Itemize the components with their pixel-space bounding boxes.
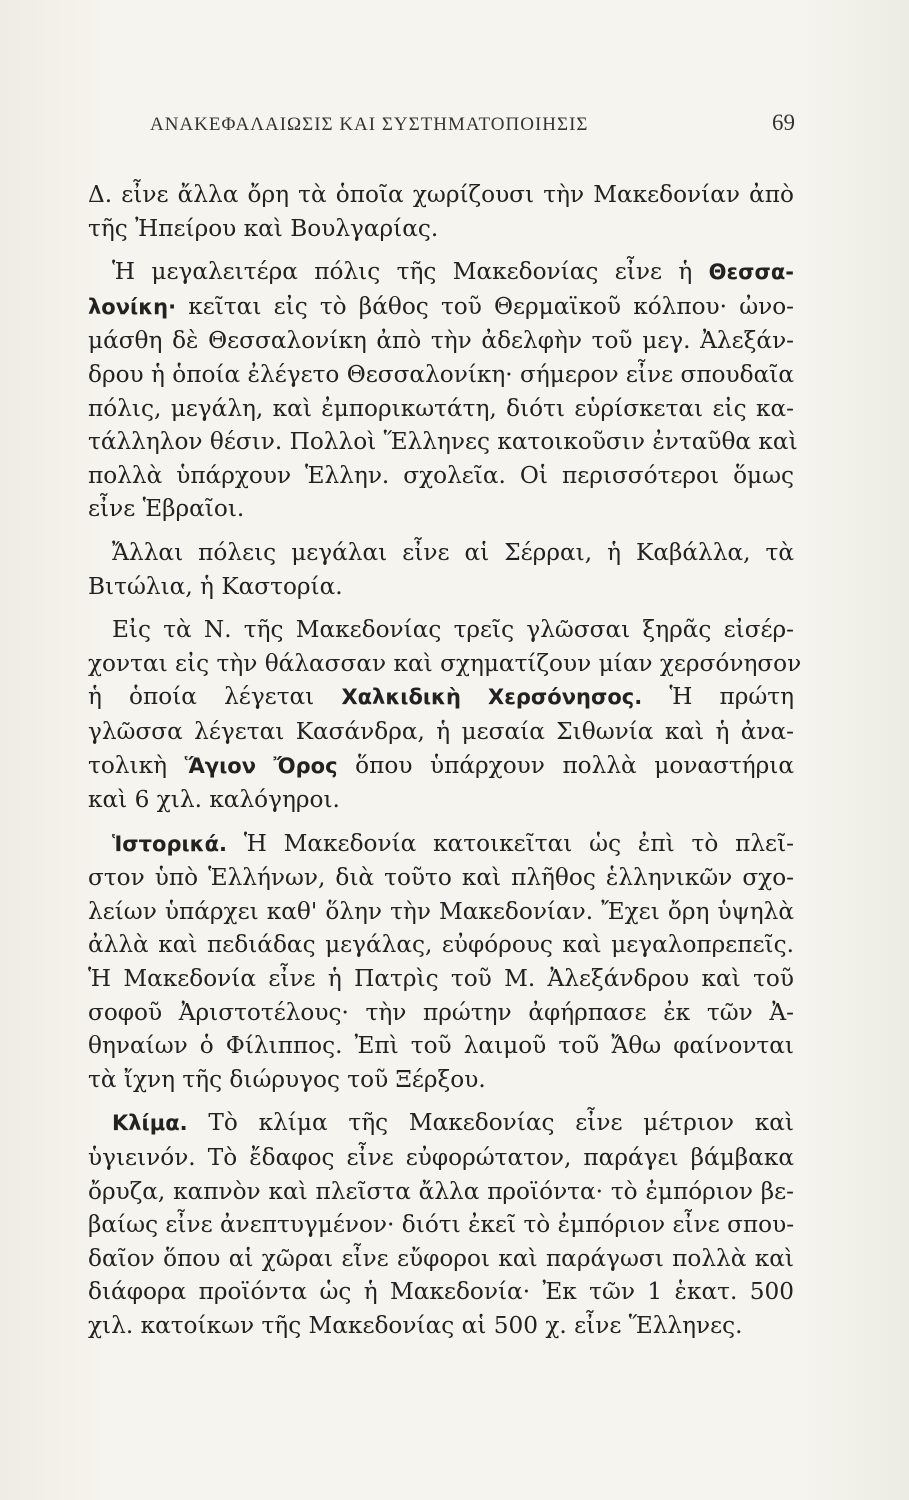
- text-line: δαῖον ὅπου αἱ χῶραι εἶνε εὔφοροι καὶ παράγωσι πολλὰ καὶ: [88, 1244, 794, 1272]
- text-line: [88, 827, 794, 862]
- text-line: πόλις, μεγάλη, καὶ ἐμπορικωτάτη, διότι εὑρίσκεται εἰς κα-: [88, 394, 794, 422]
- text-line: δρου ἡ ὁποία ἐλέγετο Θεσσαλονίκη· σήμερον εἶνε σπουδαῖα: [88, 360, 794, 388]
- text-line: [88, 1106, 794, 1141]
- text-line: Βιτώλια, ἡ Καστορία.: [88, 572, 343, 600]
- body-text: [88, 178, 802, 1343]
- text-line: χιλ. κατοίκων τῆς Μακεδονίας αἱ 500 χ. εἶνε Ἕλληνες.: [88, 1312, 743, 1339]
- text-run: κεῖται εἰς τὸ βάθος τοῦ Θερμαϊκοῦ κόλπου· ὠνο-: [176, 292, 794, 320]
- text-line: μάσθη δὲ Θεσσαλονίκη ἀπὸ τὴν ἀδελφὴν τοῦ μεγ. Ἀλεξάν-: [88, 327, 794, 355]
- text-line: [88, 749, 794, 784]
- bold-term: Χαλκιδικὴ Χερσόνησος.: [341, 685, 643, 710]
- text-run: ἡ ὁποία λέγεται: [88, 683, 342, 711]
- text-line: λείων ὑπάρχει καθ' ὅλην τὴν Μακεδονίαν. Ἔχει ὄρη ὑψηλὰ: [88, 897, 794, 925]
- bold-term: λονίκη·: [88, 294, 177, 319]
- text-line: διάφορα προϊόντα ὡς ἡ Μακεδονία· Ἐκ τῶν 1 ἑκατ. 500: [88, 1278, 794, 1306]
- text-line: χονται εἰς τὴν θάλασσαν καὶ σχηματίζουν μίαν χερσόνησον: [88, 649, 802, 677]
- section-heading: Κλίμα.: [112, 1111, 188, 1136]
- text-line: ὄρυζα, καπνὸν καὶ πλεῖστα ἄλλα προϊόντα· τὸ ἐμπόριον βε-: [88, 1177, 794, 1205]
- paragraph-borders: [88, 178, 794, 245]
- text-run: ὅπου ὑπάρχουν πολλὰ μοναστήρια: [337, 751, 794, 779]
- text-line: Εἰς τὰ Ν. τῆς Μακεδονίας τρεῖς γλῶσσαι ξηρᾶς εἰσέρ-: [112, 616, 794, 644]
- text-line: Ἡ Μακεδονία εἶνε ἡ Πατρὶς τοῦ Μ. Ἀλεξάνδρου καὶ τοῦ: [88, 965, 794, 993]
- text-line: τάλληλον θέσιν. Πολλοὶ Ἕλληνες κατοικοῦσιν ἐνταῦθα καὶ: [88, 428, 798, 456]
- text-line: Ἄλλαι πόλεις μεγάλαι εἶνε αἱ Σέρραι, ἡ Καβάλλα, τὰ: [112, 538, 794, 566]
- text-line: βαίως εἶνε ἀνεπτυγμένον· διότι ἐκεῖ τὸ ἐμπόριον εἶνε σπου-: [88, 1211, 795, 1239]
- page-number: 69: [772, 110, 795, 135]
- text-line: [88, 680, 794, 715]
- paragraph-climate: [88, 1106, 794, 1342]
- text-line: πολλὰ ὑπάρχουν Ἑλλην. σχολεῖα. Οἱ περισσότεροι ὅμως: [88, 461, 794, 489]
- text-run: τολικὴ: [88, 751, 185, 779]
- text-run: Ἡ πρώτη: [642, 683, 795, 711]
- text-line: στον ὑπὸ Ἑλλήνων, διὰ τοῦτο καὶ πλῆθος ἑλληνικῶν σχο-: [88, 864, 794, 892]
- text-line: καὶ 6 χιλ. καλόγηροι.: [88, 786, 340, 814]
- text-run: Τὸ κλίμα τῆς Μακεδονίας εἶνε μέτριον καὶ: [187, 1109, 794, 1137]
- text-line: τὰ ἴχνη τῆς διώρυγος τοῦ Ξέρξου.: [88, 1065, 486, 1093]
- text-run: Ἡ Μακεδονία κατοικεῖται ὡς ἐπὶ τὸ πλεῖ-: [227, 829, 794, 857]
- paragraph-thessaloniki: [88, 255, 798, 526]
- text-line: γλῶσσα λέγεται Κασάνδρα, ἡ μεσαία Σιθωνία καὶ ἡ ἀνα-: [88, 717, 794, 745]
- running-header: [150, 110, 795, 136]
- text-run: Ἡ μεγαλειτέρα πόλις τῆς Μακεδονίας εἶνε ἡ: [112, 258, 709, 286]
- bold-term: Ἅγιον Ὄρος: [184, 753, 338, 778]
- text-line: Δ. εἶνε ἄλλα ὄρη τὰ ὁποῖα χωρίζουσι τὴν Μακεδονίαν ἀπὸ: [88, 181, 794, 208]
- paragraph-chalkidiki: [88, 613, 802, 817]
- text-line: θηναίων ὁ Φίλιππος. Ἐπὶ τοῦ λαιμοῦ τοῦ Ἄθω φαίνονται: [88, 1032, 794, 1060]
- text-line: εἶνε Ἑβραῖοι.: [88, 495, 245, 523]
- text-line: [88, 290, 794, 325]
- bold-term: Θεσσα-: [708, 260, 794, 285]
- text-line: τῆς Ἠπείρου καὶ Βουλγαρίας.: [88, 214, 439, 242]
- paragraph-history: [88, 827, 794, 1097]
- section-heading: Ἱστορικά.: [112, 831, 227, 856]
- text-line: σοφοῦ Ἀριστοτέλους· τὴν πρώτην ἀφήρπασε ἐκ τῶν Ἀ-: [88, 998, 794, 1026]
- paragraph-other-cities: [88, 536, 794, 603]
- running-title: ΑΝΑΚΕΦΑΛΑΙΩΣΙΣ ΚΑΙ ΣΥΣΤΗΜΑΤΟΠΟΙΗΣΙΣ: [150, 114, 589, 135]
- text-line: ὑγιεινόν. Τὸ ἔδαφος εἶνε εὐφορώτατον, παράγει βάμβακα: [88, 1144, 794, 1172]
- text-line: ἀλλὰ καὶ πεδιάδας μεγάλας, εὐφόρους καὶ μεγαλοπρεπεῖς.: [88, 931, 794, 959]
- text-line: [88, 255, 794, 290]
